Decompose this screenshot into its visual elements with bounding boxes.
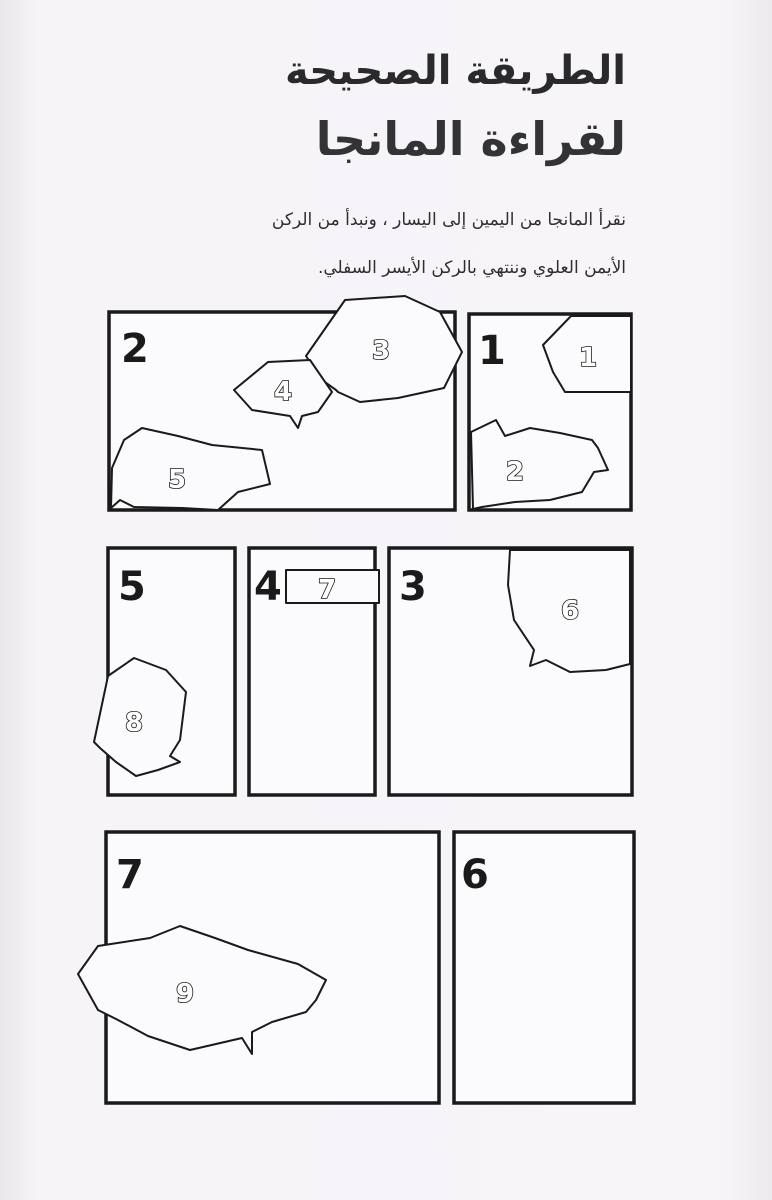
bubble-9-number: 9 — [176, 979, 195, 1009]
panel-3-number: 3 — [399, 564, 427, 610]
panel-4-number: 4 — [254, 564, 282, 610]
panel-6-number: 6 — [461, 852, 489, 898]
page-title-line-2: لقراءة المانجا — [315, 112, 626, 166]
panel-7-number: 7 — [116, 852, 144, 898]
bubble-8-number: 8 — [125, 708, 144, 738]
page-title-line-1: الطريقة الصحيحة — [285, 48, 626, 94]
panel-5-number: 5 — [118, 564, 146, 610]
bubble-3-number: 3 — [372, 336, 391, 366]
bubble-5-number: 5 — [168, 465, 187, 495]
bubble-1-number: 1 — [579, 343, 598, 373]
bubble-7-number: 7 — [318, 575, 337, 605]
panel-2-number: 2 — [121, 326, 149, 372]
intro-text-line-1: نقرأ المانجا من اليمين إلى اليسار ، ونبدأ من الركن — [271, 210, 626, 230]
bubble-2-number: 2 — [506, 457, 525, 487]
intro-text-line-2: الأيمن العلوي وننتهي بالركن الأيسر السفلي. — [317, 258, 626, 278]
bubble-4-number: 4 — [274, 377, 293, 407]
bubble-6-number: 6 — [561, 596, 580, 626]
panel-1-number: 1 — [478, 328, 506, 374]
